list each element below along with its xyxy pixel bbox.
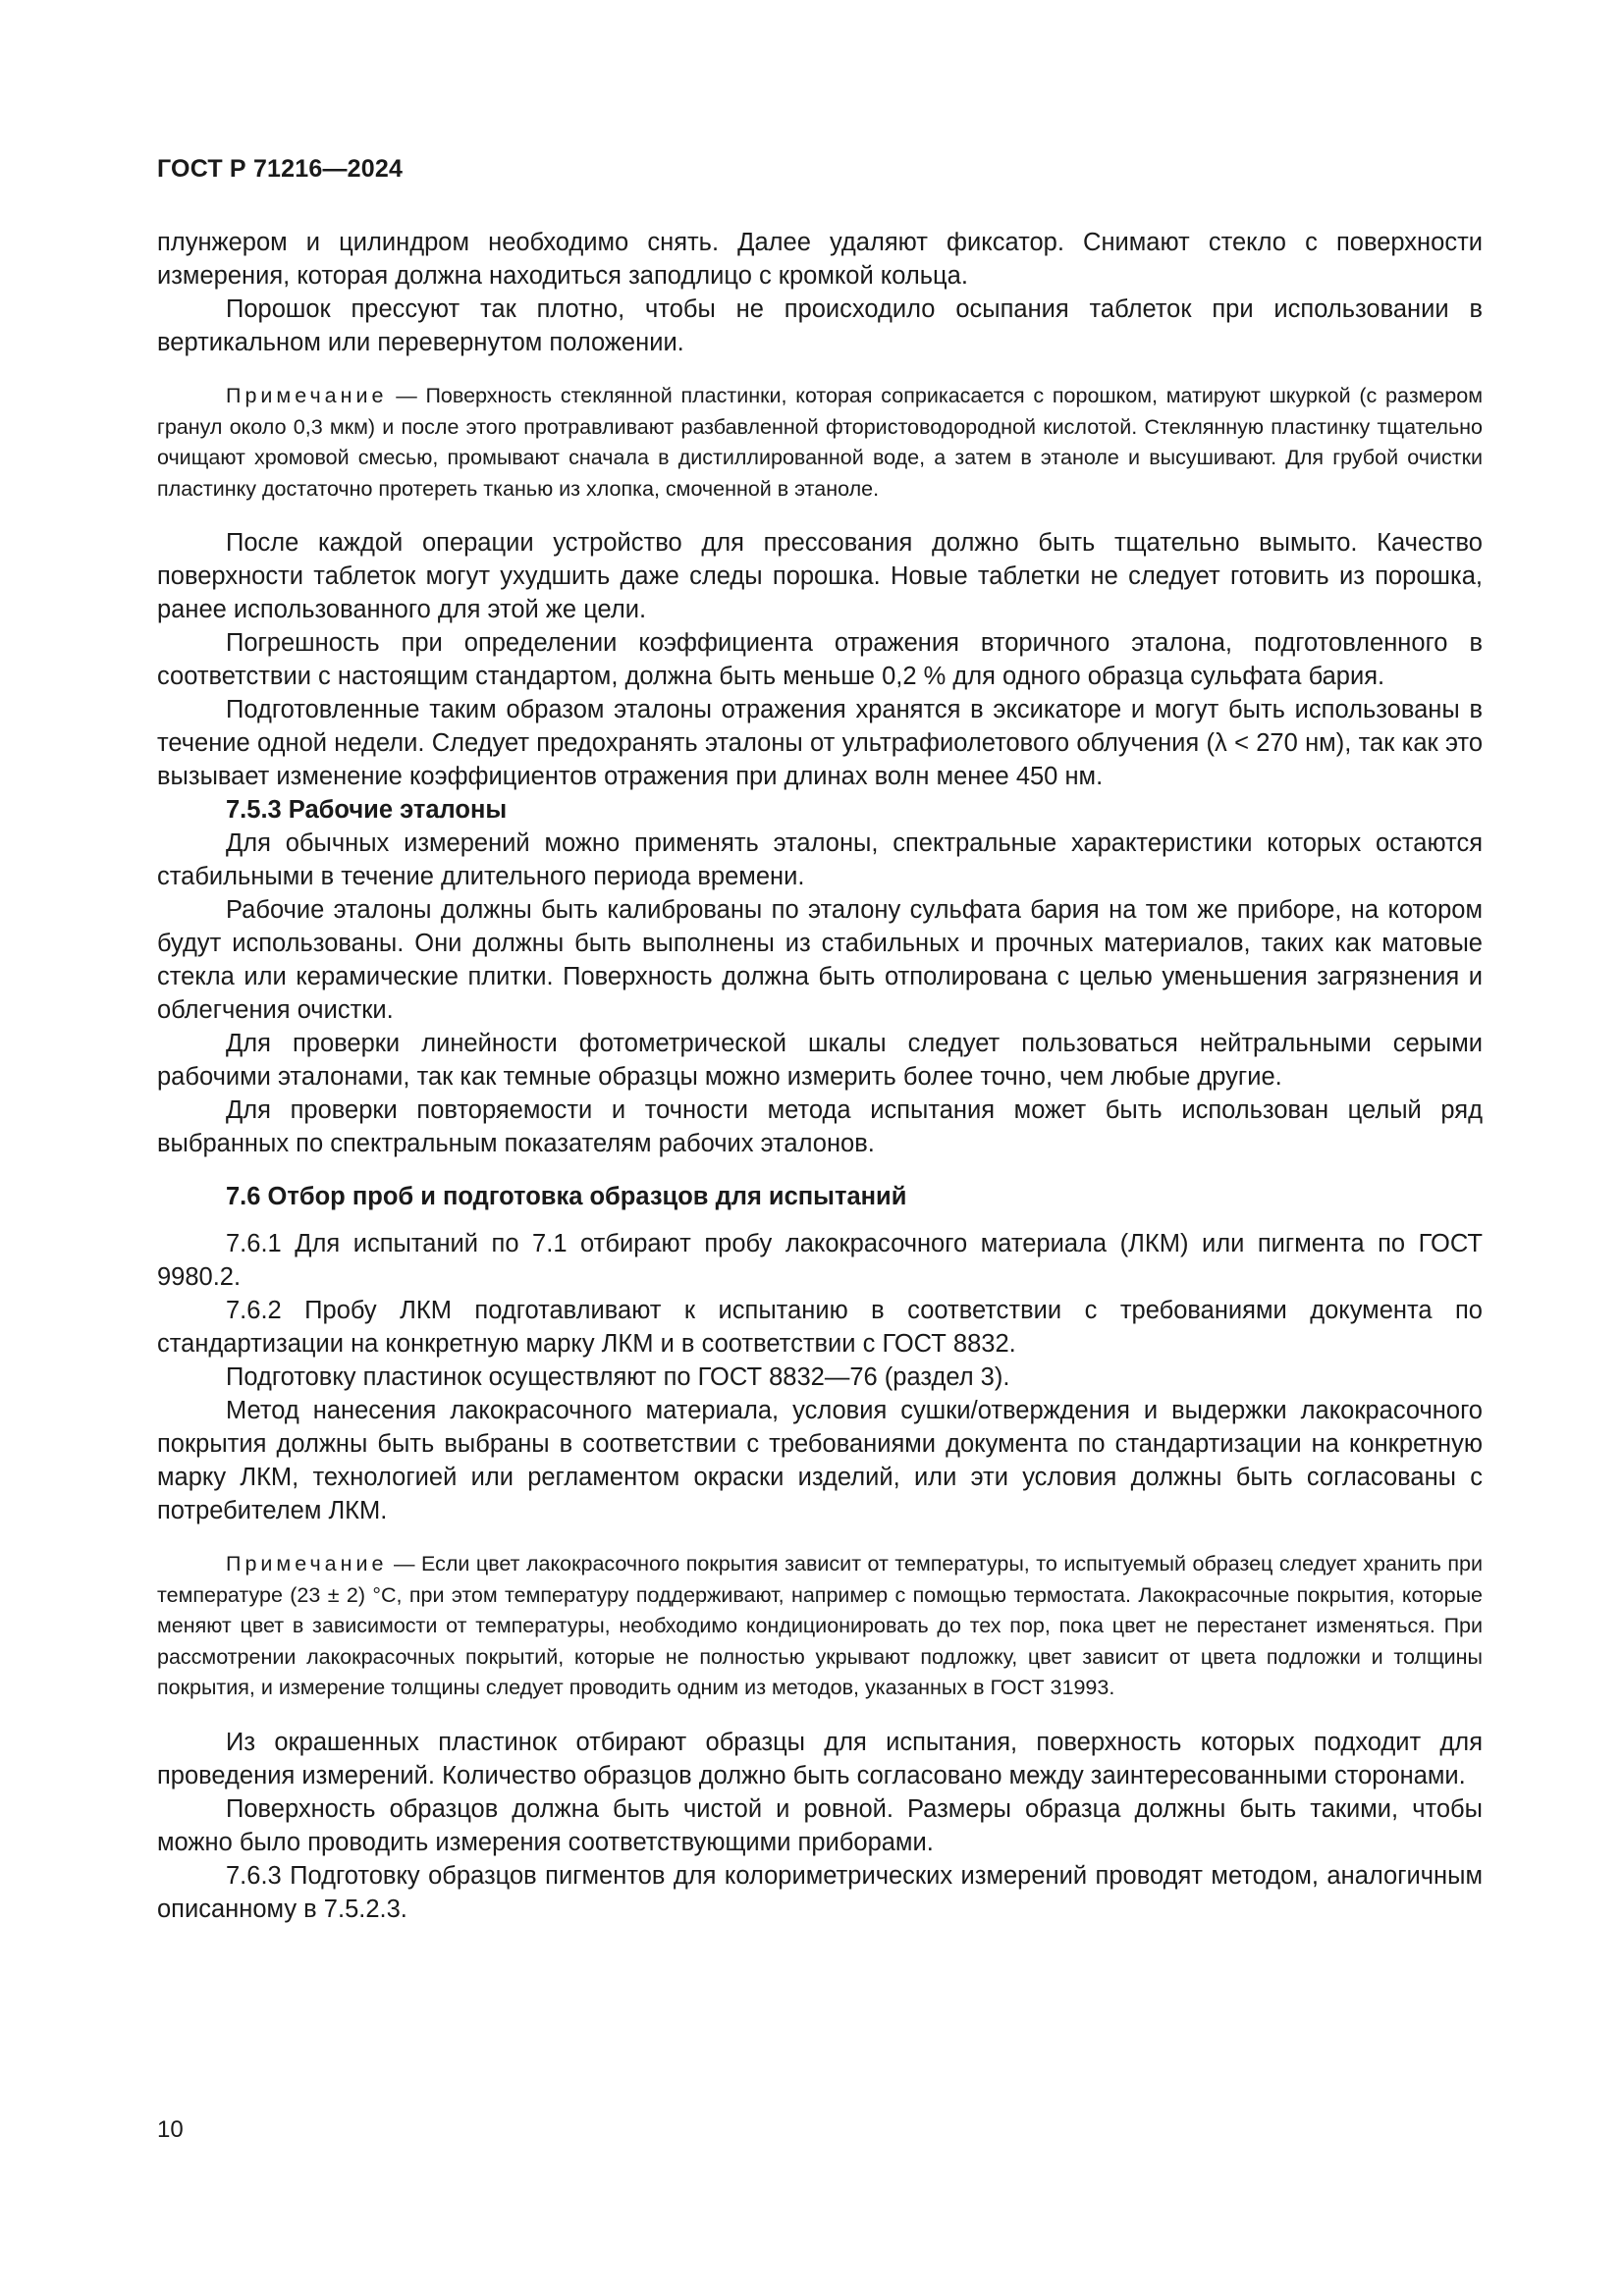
paragraph: Метод нанесения лакокрасочного материала, условия сушки/отверждения и выдержки лакокрасочного покрытия должны быть выбраны в соответствии с требованиями документа по стандартизации на конкретную марку ЛКМ, технологией или регламентом окраски изделий, или эти условия должны быть согласованы с потребителем ЛКМ.	[157, 1397, 1483, 1524]
note-text: — Если цвет лакокрасочного покрытия зависит от температуры, то испытуемый образец следует хранить при температуре (23 ± 2) °С, при этом температуру поддерживают, например с помощью термостата. Лакокрасочные покрытия, которые меняют цвет в зависимости от температуры, необходимо кондиционировать до тех пор, пока цвет не перестанет изменяться. При рассмотрении лакокрасочных покрытий, которые не полностью укрывают подложку, цвет зависит от цвета подложки и толщины покрытия, и измерение толщины следует проводить одним из методов, указанных в ГОСТ 31993.	[157, 1552, 1483, 1699]
note-label: Примечание	[226, 384, 388, 407]
paragraph: 7.6.1 Для испытаний по 7.1 отбирают пробу лакокрасочного материала (ЛКМ) или пигмента по ГОСТ 9980.2.	[157, 1230, 1483, 1291]
section-heading-7-5-3: 7.5.3 Рабочие эталоны	[226, 796, 508, 824]
paragraph: Подготовленные таким образом эталоны отражения хранятся в эксикаторе и могут быть использованы в течение одной недели. Следует предохранять эталоны от ультрафиолетового облучения (λ < 270 нм), так как это вызывает изменение коэффициентов отражения при длинах волн менее 450 нм.	[157, 696, 1483, 790]
page-number: 10	[157, 2116, 184, 2143]
note-block	[157, 381, 1483, 505]
paragraph: Поверхность образцов должна быть чистой и ровной. Размеры образца должны быть такими, чтобы можно было проводить измерения соответствующими приборами.	[157, 1794, 1483, 1856]
paragraph: Подготовку пластинок осуществляют по ГОСТ 8832—76 (раздел 3).	[226, 1363, 1010, 1391]
paragraph: Из окрашенных пластинок отбирают образцы для испытания, поверхность которых подходит для проведения измерений. Количество образцов должно быть согласовано между заинтересованными сторонами.	[157, 1728, 1483, 1789]
paragraph: Погрешность при определении коэффициента отражения вторичного эталона, подготовленного в соответствии с настоящим стандартом, должна быть меньше 0,2 % для одного образца сульфата бария.	[157, 629, 1483, 690]
note-block	[157, 1549, 1483, 1704]
document-code-header: ГОСТ Р 71216—2024	[157, 155, 404, 183]
section-heading-7-6: 7.6 Отбор проб и подготовка образцов для испытаний	[226, 1183, 907, 1210]
paragraph: 7.6.2 Пробу ЛКМ подготавливают к испытанию в соответствии с требованиями документа по стандартизации на конкретную марку ЛКМ и в соответствии с ГОСТ 8832.	[157, 1297, 1483, 1358]
paragraph: Для проверки линейности фотометрической шкалы следует пользоваться нейтральными серыми рабочими эталонами, так как темные образцы можно измерить более точно, чем любые другие.	[157, 1030, 1483, 1091]
document-body	[157, 226, 1483, 1926]
paragraph: Для проверки повторяемости и точности метода испытания может быть использован целый ряд выбранных по спектральным показателям рабочих эталонов.	[157, 1096, 1483, 1157]
paragraph: Порошок прессуют так плотно, чтобы не происходило осыпания таблеток при использовании в вертикальном или перевернутом положении.	[157, 295, 1483, 356]
paragraph: После каждой операции устройство для прессования должно быть тщательно вымыто. Качество поверхности таблеток могут ухудшить даже следы порошка. Новые таблетки не следует готовить из порошка, ранее использованного для этой же цели.	[157, 529, 1483, 623]
paragraph: Рабочие эталоны должны быть калиброваны по эталону сульфата бария на том же приборе, на котором будут использованы. Они должны быть выполнены из стабильных и прочных материалов, таких как матовые стекла или керамические плитки. Поверхность должна быть отполирована с целью уменьшения загрязнения и облегчения очистки.	[157, 896, 1483, 1024]
paragraph: Для обычных измерений можно применять эталоны, спектральные характеристики которых остаются стабильными в течение длительного периода времени.	[157, 829, 1483, 890]
paragraph-continuation: плунжером и цилиндром необходимо снять. Далее удаляют фиксатор. Снимают стекло с поверхности измерения, которая должна находиться заподлицо с кромкой кольца.	[157, 229, 1483, 290]
note-text: — Поверхность стеклянной пластинки, которая соприкасается с порошком, матируют шкуркой (с размером гранул около 0,3 мкм) и после этого протравливают разбавленной фтористоводородной кислотой. Стеклянную пластинку тщательно очищают хромовой смесью, промывают сначала в дистиллированной воде, а затем в этаноле и высушивают. Для грубой очистки пластинку достаточно протереть тканью из хлопка, смоченной в этаноле.	[157, 384, 1483, 501]
note-label: Примечание	[226, 1552, 388, 1575]
paragraph: 7.6.3 Подготовку образцов пигментов для колориметрических измерений проводят методом, аналогичным описанному в 7.5.2.3.	[157, 1861, 1483, 1923]
